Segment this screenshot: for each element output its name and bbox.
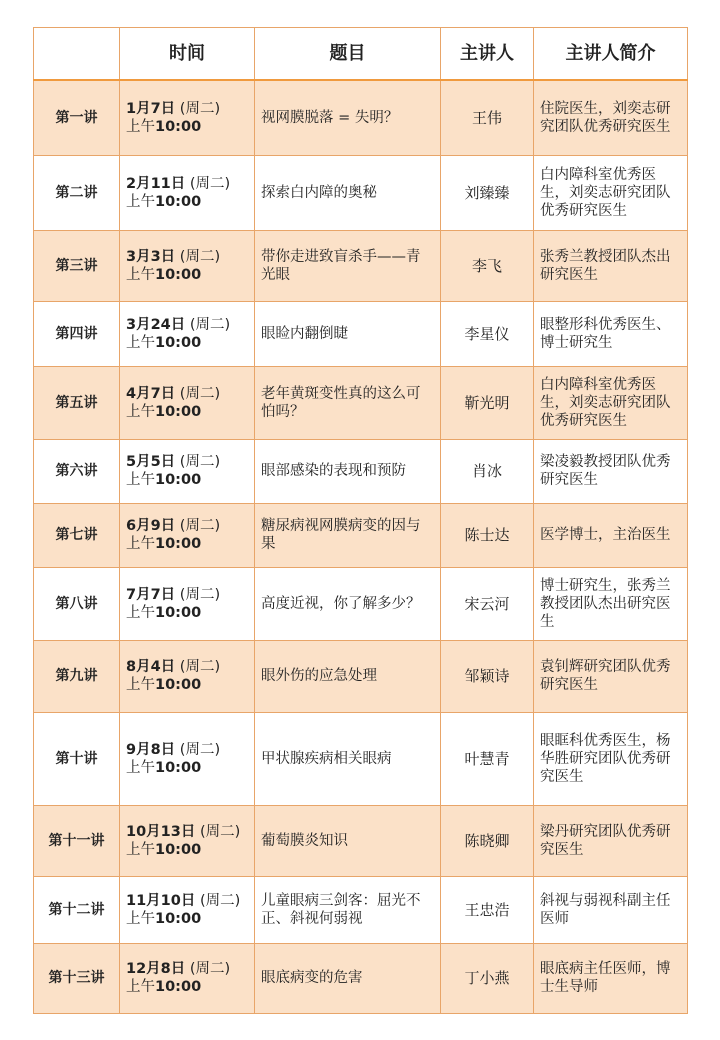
lecture-time xyxy=(120,943,255,1013)
lecture-clock: 10:00 xyxy=(155,536,202,552)
lecture-date: 8月4日 xyxy=(126,659,176,675)
lecture-number: 第十二讲 xyxy=(34,876,120,943)
lecture-clock: 10:00 xyxy=(155,403,202,420)
lecture-period: 上午 xyxy=(126,536,155,552)
lecture-date: 10月13日 xyxy=(126,823,196,840)
lecture-number: 第十三讲 xyxy=(34,943,120,1013)
lecture-period: 上午 xyxy=(126,193,155,210)
table-row xyxy=(34,301,688,366)
table-row xyxy=(34,503,688,567)
lecture-date: 12月8日 xyxy=(126,961,186,977)
table-row xyxy=(34,640,688,712)
lecture-date: 4月7日 xyxy=(126,385,176,402)
lecture-speaker: 肖冰 xyxy=(441,439,534,503)
lecture-time xyxy=(120,155,255,230)
table-row xyxy=(34,712,688,805)
lecture-clock: 10:00 xyxy=(155,677,202,693)
lecture-speaker: 刘臻臻 xyxy=(441,155,534,230)
lecture-clock: 10:00 xyxy=(155,759,202,776)
lecture-date: 9月8日 xyxy=(126,741,176,758)
header-topic: 题目 xyxy=(255,28,441,81)
lecture-time xyxy=(120,805,255,876)
lecture-clock: 10:00 xyxy=(155,604,202,621)
lecture-topic: 高度近视，你了解多少？ xyxy=(255,567,441,640)
lecture-time xyxy=(120,503,255,567)
lecture-speaker-bio: 眼整形科优秀医生、博士研究生 xyxy=(534,301,688,366)
table-row xyxy=(34,439,688,503)
lecture-weekday: (周二) xyxy=(179,248,221,265)
lecture-number: 第七讲 xyxy=(34,503,120,567)
lecture-clock: 10:00 xyxy=(155,472,202,488)
lecture-time xyxy=(120,366,255,439)
lecture-clock: 10:00 xyxy=(155,979,202,995)
lecture-time xyxy=(120,640,255,712)
lecture-time xyxy=(120,567,255,640)
lecture-topic: 儿童眼病三剑客：屈光不正、斜视何弱视 xyxy=(255,876,441,943)
lecture-topic: 视网膜脱落 = 失明？ xyxy=(255,80,441,155)
lecture-topic: 探索白内障的奥秘 xyxy=(255,155,441,230)
lecture-speaker-bio: 眼底病主任医师，博士生导师 xyxy=(534,943,688,1013)
lecture-clock: 10:00 xyxy=(155,910,202,927)
lecture-period: 上午 xyxy=(126,118,155,135)
lecture-speaker: 叶慧青 xyxy=(441,712,534,805)
lecture-weekday: (周二) xyxy=(179,659,221,675)
lecture-speaker: 王伟 xyxy=(441,80,534,155)
lecture-topic: 老年黄斑变性真的这么可怕吗？ xyxy=(255,366,441,439)
table-row xyxy=(34,230,688,301)
lecture-time xyxy=(120,876,255,943)
lecture-number: 第九讲 xyxy=(34,640,120,712)
lecture-weekday: (周二) xyxy=(179,741,221,758)
lecture-speaker-bio: 梁凌毅教授团队优秀研究医生 xyxy=(534,439,688,503)
lecture-clock: 10:00 xyxy=(155,334,202,351)
lecture-number: 第四讲 xyxy=(34,301,120,366)
lecture-speaker-bio: 眼眶科优秀医生，杨华胜研究团队优秀研究医生 xyxy=(534,712,688,805)
lecture-date: 11月10日 xyxy=(126,892,196,909)
lecture-period: 上午 xyxy=(126,979,155,995)
lecture-number: 第二讲 xyxy=(34,155,120,230)
lecture-speaker-bio: 博士研究生，张秀兰教授团队杰出研究医生 xyxy=(534,567,688,640)
lecture-speaker: 陈晓卿 xyxy=(441,805,534,876)
lecture-date: 3月3日 xyxy=(126,248,176,265)
lecture-time xyxy=(120,230,255,301)
lecture-clock: 10:00 xyxy=(155,193,202,210)
lecture-period: 上午 xyxy=(126,266,155,283)
lecture-speaker: 丁小燕 xyxy=(441,943,534,1013)
table-row xyxy=(34,80,688,155)
lecture-weekday: (周二) xyxy=(179,100,221,117)
lecture-period: 上午 xyxy=(126,334,155,351)
lecture-topic: 葡萄膜炎知识 xyxy=(255,805,441,876)
lecture-period: 上午 xyxy=(126,403,155,420)
lecture-weekday: (周二) xyxy=(179,586,221,603)
lecture-time xyxy=(120,439,255,503)
lecture-clock: 10:00 xyxy=(155,118,202,135)
lecture-date: 2月11日 xyxy=(126,175,186,192)
lecture-speaker: 陈士达 xyxy=(441,503,534,567)
lecture-clock: 10:00 xyxy=(155,841,202,858)
table-row xyxy=(34,567,688,640)
lecture-speaker-bio: 白内障科室优秀医生，刘奕志研究团队优秀研究医生 xyxy=(534,366,688,439)
table-row xyxy=(34,155,688,230)
lecture-period: 上午 xyxy=(126,910,155,927)
lecture-weekday: (周二) xyxy=(189,175,231,192)
lecture-period: 上午 xyxy=(126,604,155,621)
lecture-time xyxy=(120,80,255,155)
lecture-schedule-table xyxy=(33,27,688,1014)
lecture-speaker: 王忠浩 xyxy=(441,876,534,943)
lecture-speaker: 李飞 xyxy=(441,230,534,301)
lecture-speaker-bio: 白内障科室优秀医生，刘奕志研究团队优秀研究医生 xyxy=(534,155,688,230)
lecture-topic: 眼睑内翻倒睫 xyxy=(255,301,441,366)
lecture-weekday: (周二) xyxy=(179,454,221,470)
lecture-topic: 糖尿病视网膜病变的因与果 xyxy=(255,503,441,567)
header-number xyxy=(34,28,120,81)
lecture-topic: 眼底病变的危害 xyxy=(255,943,441,1013)
lecture-number: 第六讲 xyxy=(34,439,120,503)
lecture-speaker: 宋云河 xyxy=(441,567,534,640)
lecture-weekday: (周二) xyxy=(189,316,231,333)
lecture-weekday: (周二) xyxy=(199,892,241,909)
lecture-date: 1月7日 xyxy=(126,100,176,117)
lecture-topic: 带你走进致盲杀手——青光眼 xyxy=(255,230,441,301)
lecture-speaker: 李星仪 xyxy=(441,301,534,366)
lecture-weekday: (周二) xyxy=(179,518,221,534)
lecture-speaker-bio: 梁丹研究团队优秀研究医生 xyxy=(534,805,688,876)
lecture-speaker: 靳光明 xyxy=(441,366,534,439)
lecture-speaker-bio: 斜视与弱视科副主任医师 xyxy=(534,876,688,943)
lecture-weekday: (周二) xyxy=(179,385,221,402)
table-row xyxy=(34,876,688,943)
lecture-period: 上午 xyxy=(126,472,155,488)
lecture-date: 5月5日 xyxy=(126,454,176,470)
lecture-date: 6月9日 xyxy=(126,518,176,534)
lecture-time xyxy=(120,712,255,805)
header-speaker: 主讲人 xyxy=(441,28,534,81)
lecture-speaker-bio: 医学博士，主治医生 xyxy=(534,503,688,567)
lecture-speaker: 邹颖诗 xyxy=(441,640,534,712)
header-speaker-bio: 主讲人简介 xyxy=(534,28,688,81)
lecture-weekday: (周二) xyxy=(189,961,231,977)
lecture-number: 第八讲 xyxy=(34,567,120,640)
lecture-topic: 眼外伤的应急处理 xyxy=(255,640,441,712)
lecture-speaker-bio: 张秀兰教授团队杰出研究医生 xyxy=(534,230,688,301)
lecture-date: 7月7日 xyxy=(126,586,176,603)
lecture-number: 第五讲 xyxy=(34,366,120,439)
lecture-topic: 甲状腺疾病相关眼病 xyxy=(255,712,441,805)
lecture-number: 第一讲 xyxy=(34,80,120,155)
lecture-number: 第十一讲 xyxy=(34,805,120,876)
table-row xyxy=(34,805,688,876)
lecture-speaker-bio: 住院医生，刘奕志研究团队优秀研究医生 xyxy=(534,80,688,155)
lecture-number: 第三讲 xyxy=(34,230,120,301)
lecture-speaker-bio: 袁钊辉研究团队优秀研究医生 xyxy=(534,640,688,712)
header-time: 时间 xyxy=(120,28,255,81)
lecture-period: 上午 xyxy=(126,677,155,693)
lecture-period: 上午 xyxy=(126,841,155,858)
lecture-clock: 10:00 xyxy=(155,266,202,283)
lecture-topic: 眼部感染的表现和预防 xyxy=(255,439,441,503)
lecture-period: 上午 xyxy=(126,759,155,776)
lecture-time xyxy=(120,301,255,366)
table-row xyxy=(34,943,688,1013)
lecture-weekday: (周二) xyxy=(199,823,241,840)
lecture-date: 3月24日 xyxy=(126,316,186,333)
header-row xyxy=(34,28,688,81)
table-row xyxy=(34,366,688,439)
lecture-number: 第十讲 xyxy=(34,712,120,805)
